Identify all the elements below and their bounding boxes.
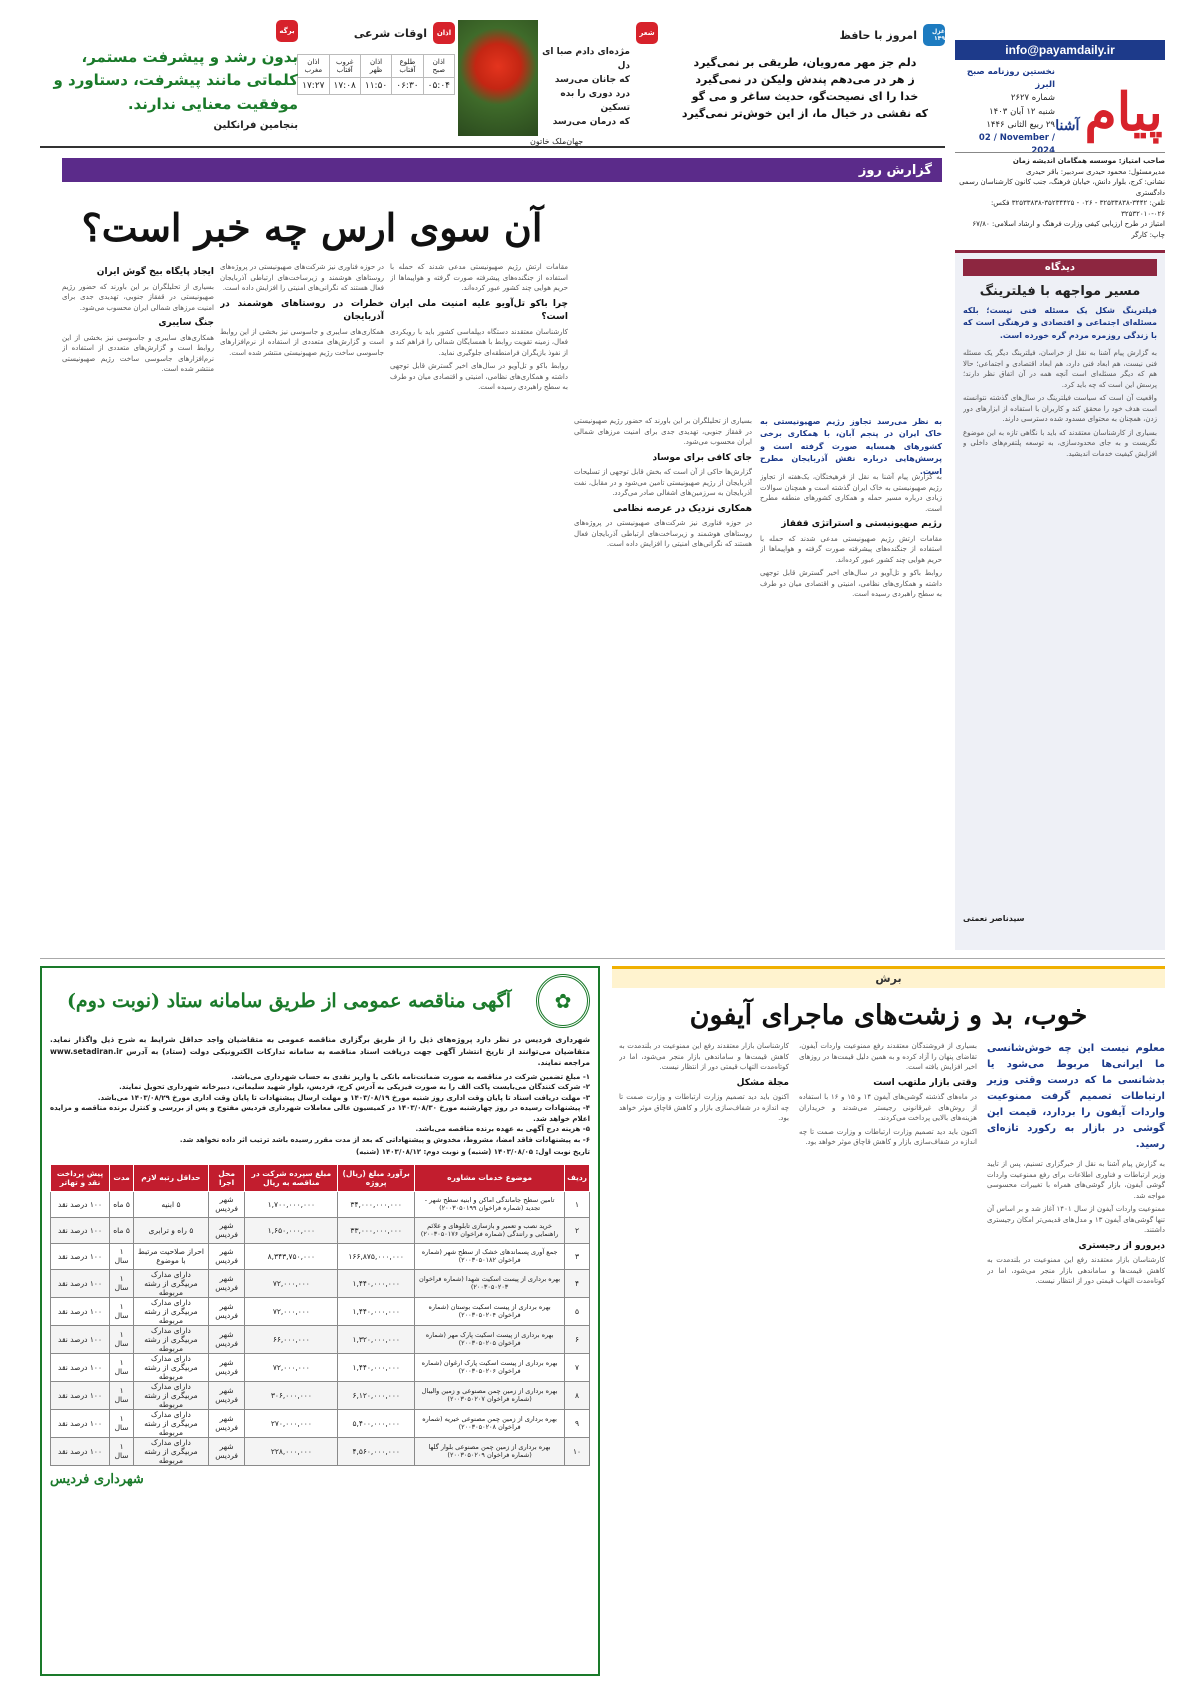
report-lead: به نظر می‌رسد تجاوز رژیم صهیونیستی به خاک ایران در پنجم آبان، با همکاری برخی کشورهای همسایه صورت گرفته است و پرسش‌هایی درباره نقش آذربایجان مطرح است.	[760, 417, 942, 476]
report-paragraph: به گزارش پیام آشنا به نقل از فرهیختگان، یک‌هفته از تجاوز رژیم صهیونیستی به خاک ایران گذشته است و همچنان سوالات زیادی درباره مسیر حمله و همکاری کشورهای منطقه مطرح است.	[760, 473, 942, 513]
tender-cell: ۱۰۰ درصد نقد	[51, 1409, 110, 1437]
tender-row	[51, 1297, 590, 1325]
barsh-paragraph: در ماه‌های گذشته گوشی‌های آیفون ۱۴ و ۱۵ و ۱۶ با استفاده از روش‌های غیرقانونی رجیستر می‌شدند و خریداران هزینه‌های بالایی پرداخت می‌کردند.	[799, 1093, 977, 1122]
report-paragraph: بسیاری از تحلیلگران بر این باورند که حضور رژیم صهیونیستی در قفقاز جنوبی، تهدیدی جدی برای امنیت مرزهای شمالی ایران محسوب می‌شود.	[574, 417, 752, 446]
tender-cell: بهره برداری از پیست اسکیت پارک ارغوان (شماره فراخوان ۲۰۰۳۰۵۰۲۰۶)	[415, 1353, 565, 1381]
tender-cell: ۱	[565, 1191, 590, 1217]
tender-cell: بهره برداری از زمین چمن مصنوعی بلوار گلها (شماره فراخوان ۲۰۰۳۰۵۰۲۰۹)	[415, 1437, 565, 1465]
report-subhead: ایجاد پایگاه بیخ گوش ایران	[96, 267, 214, 277]
tender-cell: ۵	[565, 1297, 590, 1325]
prayer-header: اذان صبح	[423, 55, 454, 78]
tender-cell: ۷	[565, 1353, 590, 1381]
logo	[1055, 82, 1163, 143]
date-persian: شنبه ۱۲ آبان ۱۴۰۳	[989, 106, 1055, 117]
opinion-paragraph: واقعیت آن است که سیاست فیلترینگ در سال‌های گذشته نتوانسته است هدف خود را محقق کند و کاربران با استفاده از ابزارهای دور زدن، همچنان به محتوای مسدود شده دسترسی دارند.	[963, 394, 1157, 424]
flower-poem	[458, 20, 658, 146]
report-subhead: رژیم صهیونیستی و استراتژی قفقاز	[781, 519, 942, 529]
tender-cell: بهره برداری از پیست اسکیت پارک مهر (شماره فراخوان ۲۰۰۳۰۵۰۲۰۵)	[415, 1325, 565, 1353]
tender-cell: ۱ سال	[110, 1297, 134, 1325]
tender-cell: ۳۰۶,۰۰۰,۰۰۰	[245, 1381, 338, 1409]
tender-cell: خرید نصب و تعمیر و بازسازی تابلوهای و علائم راهنمایی و رانندگی (شماره فراخوان ۲۰۰۳۰۵۰۱۷۶)	[415, 1217, 565, 1243]
opinion-title: مسیر مواجهه با فیلترینگ	[979, 284, 1141, 299]
tender-cell: ۱۰۰ درصد نقد	[51, 1243, 110, 1269]
report-paragraph: در حوزه فناوری نیز شرکت‌های صهیونیستی در پروژه‌های روستاهای هوشمند و زیرساخت‌های ارتباطی آذربایجان فعال هستند که نگرانی‌های امنیتی را افزایش داده است.	[574, 519, 752, 548]
barsh-paragraph: کارشناسان بازار معتقدند رفع این ممنوعیت در بلندمدت به کاهش قیمت‌ها و ساماندهی بازار منجر می‌شود، اما در کوتاه‌مدت التهاب قیمتی دور از انتظار نیست.	[619, 1042, 789, 1071]
poem-line: که درمان می‌رسد	[552, 116, 630, 127]
tender-cell: ۵ ماه	[110, 1191, 134, 1217]
tender-cell: ۳	[565, 1243, 590, 1269]
tender-cell: شهر فردیس	[208, 1437, 245, 1465]
tender-cell: ۱۰۰ درصد نقد	[51, 1437, 110, 1465]
publisher-line: امتیاز در طرح ارزیابی کیفی وزارت فرهنگ و ارشاد اسلامی: ۶۷/۸۰	[972, 220, 1165, 228]
prayer-header: اذان ظهر	[360, 55, 391, 78]
tender-row	[51, 1243, 590, 1269]
tender-cell: ۱ سال	[110, 1243, 134, 1269]
tender-cell: ۷۲,۰۰۰,۰۰۰	[245, 1353, 338, 1381]
report-subhead: جای کافی برای موساد	[652, 452, 752, 463]
tender-cell: ۶	[565, 1325, 590, 1353]
tender-cell: ۲۲۸,۰۰۰,۰۰۰	[245, 1437, 338, 1465]
report-paragraph: مقامات ارتش رژیم صهیونیستی مدعی شدند که حمله با استفاده از جنگنده‌های پیشرفته صورت گرفته و هواپیماها از حریم هوایی چند کشور عبور کرده‌اند.	[760, 534, 942, 564]
tender-ad	[40, 966, 600, 1676]
report-column-3	[390, 262, 568, 942]
report-paragraph: روابط باکو و تل‌آویو در سال‌های اخیر گسترش قابل توجهی داشته و همکاری‌های نظامی، امنیتی و اقتصادی میان دو طرف به سطح راهبردی رسیده است.	[760, 569, 942, 598]
barsh-subhead: وقتی بازار ملتهب است	[873, 1077, 977, 1088]
barsh-subhead: مجلة مشکل	[736, 1077, 789, 1088]
tender-col-header: پیش پرداخت نقد و تهاتر	[51, 1164, 110, 1191]
tender-cell: بهره برداری از زمین چمن مصنوعی خیریه (شماره فراخوان ۲۰۰۳۰۵۰۲۰۸)	[415, 1409, 565, 1437]
tender-row	[51, 1409, 590, 1437]
barsh-column-2	[799, 1041, 977, 1666]
report-headline: آن سوی ارس چه خبر است؟	[81, 205, 543, 250]
email-address[interactable]: info@payamdaily.ir	[955, 40, 1165, 60]
tender-cell: ۱۰	[565, 1437, 590, 1465]
barsh-paragraph: به گزارش پیام آشنا به نقل از خبرگزاری تسنیم، پس از تایید وزیر ارتباطات و فناوری اطلاعات برای رفع ممنوعیت واردات گوشی آیفون، بازار گوشی‌های همراه با تغییرات محسوسی مواجه شد.	[987, 1160, 1165, 1200]
municipality-seal: ✿	[536, 974, 590, 1028]
prayer-value: ۱۱:۵۰	[360, 78, 391, 95]
prayer-value: ۱۷:۲۷	[298, 78, 329, 95]
report-subhead: جنگ سایبری	[158, 318, 214, 328]
report-paragraph: در حوزه فناوری نیز شرکت‌های صهیونیستی در پروژه‌های روستاهای هوشمند و زیرساخت‌های ارتباطی آذربایجان فعال هستند که نگرانی‌های امنیتی را افزایش داده است.	[220, 263, 384, 292]
tender-cell: ۱۰۰ درصد نقد	[51, 1217, 110, 1243]
tender-row	[51, 1325, 590, 1353]
barsh-paragraph: بسیاری از فروشندگان معتقدند رفع ممنوعیت واردات آیفون، تقاضای پنهان را آزاد کرده و به همین دلیل قیمت‌ها در روزهای اخیر افزایش یافته است.	[799, 1042, 977, 1071]
report-paragraph: کارشناسان معتقدند دستگاه دیپلماسی کشور باید با رویکردی فعال، زمینه تقویت روابط با همسایگان شمالی را فراهم کند و از نفوذ بازیگران فرامنطقه‌ای جلوگیری نماید.	[390, 327, 568, 357]
prayer-value: ۰۶:۳۰	[392, 78, 423, 95]
issue-info	[957, 66, 1055, 158]
tender-cell: ۳۴,۰۰۰,۰۰۰,۰۰۰	[338, 1191, 415, 1217]
tender-dates: تاریخ نوبت اول: ۱۴۰۳/۰۸/۰۵ (شنبه) و نوبت دوم: ۱۴۰۳/۰۸/۱۲ (شنبه)	[356, 1148, 590, 1157]
tender-cell: شهر فردیس	[208, 1191, 245, 1217]
barsh-column-3	[619, 1041, 789, 1666]
tender-cell: ۱۰۰ درصد نقد	[51, 1269, 110, 1297]
poem-author: جهان‌ملک خاتون	[530, 136, 584, 146]
tender-cell: ۹	[565, 1409, 590, 1437]
tender-conditions	[50, 1072, 590, 1158]
tender-cell: دارای مدارک مربیگری از رشته مربوطه	[134, 1269, 209, 1297]
tender-row	[51, 1437, 590, 1465]
publisher-line: صاحب امتیاز: موسسه همگامان اندیشه زمان	[1012, 157, 1165, 165]
tender-cell: ۸	[565, 1381, 590, 1409]
tender-cell: ۱ سال	[110, 1325, 134, 1353]
publisher-line: نشانی: کرج، بلوار دانش، خیابان فرهنگ، جنب کانون کارشناسان رسمی دادگستری	[959, 178, 1165, 197]
tender-cell: ۱,۳۲۰,۰۰۰,۰۰۰	[338, 1325, 415, 1353]
issue-number: شماره ۲۶۲۷	[1010, 93, 1055, 104]
logo-main: پیام	[1084, 81, 1163, 143]
tender-cell: احراز صلاحیت مرتبط با موضوع	[134, 1243, 209, 1269]
hafez-badge: غزل ۱۴۹	[923, 24, 945, 46]
poem-line: خدا را ای نصیحت‌گو، حدیث ساغر و می گو	[691, 90, 919, 104]
tender-cell: شهر فردیس	[208, 1243, 245, 1269]
barsh-section	[612, 966, 1165, 1676]
tender-table	[50, 1164, 590, 1466]
report-column-5	[62, 262, 214, 942]
tender-row	[51, 1269, 590, 1297]
quote-text: بدون رشد و پیشرفت مستمر، کلماتی مانند پیشرفت، دستاورد و موفقیت معنایی ندارند.	[53, 48, 298, 113]
hafez-poem	[665, 24, 945, 139]
report-paragraph: همکاری‌های سایبری و جاسوسی نیز بخشی از این روابط است و گزارش‌های متعددی از استفاده از نرم‌افزارهای جاسوسی ساخت رژیم صهیونیستی منتشر شده است.	[220, 327, 384, 357]
publisher-line: تلفن: ۳۴۴۲-۳۲۵۳۳۸۳۸ - ۰۲۶ - ۳۵۲۳۴۴۲۵-۳۲۵۳۳۸۳۸ فکس: ۰۲۶-۳۲۵۳۲۰۱۰	[990, 199, 1165, 218]
tender-col-header: ردیف	[565, 1164, 590, 1191]
opinion-column	[955, 250, 1165, 950]
hafez-title: امروز با حافظ	[839, 28, 917, 42]
tender-cell: ۱۰۰ درصد نقد	[51, 1297, 110, 1325]
tender-cell: ۱,۷۰۰,۰۰۰,۰۰۰	[245, 1191, 338, 1217]
tender-cell: ۷۲,۰۰۰,۰۰۰	[245, 1269, 338, 1297]
tender-condition: ۴- پیشنهادات رسیده در روز چهارشنبه مورخ ۱۴۰۳/۰۸/۳۰ در کمیسیون عالی معاملات شهرداری فردیس مفتوح و پس از بررسی و کنترل برنده مناقصه و مزایده اعلام خواهد شد.	[50, 1104, 590, 1123]
tender-col-header: مبلغ سپرده شرکت در مناقصه به ریال	[245, 1164, 338, 1191]
tender-title: آگهی مناقصه عمومی از طریق سامانه ستاد (نوبت دوم)	[66, 990, 512, 1012]
report-paragraph: مقامات ارتش رژیم صهیونیستی مدعی شدند که حمله با استفاده از جنگنده‌های پیشرفته صورت گرفته و هواپیماها از حریم هوایی چند کشور عبور کرده‌اند.	[390, 263, 568, 292]
report-column-4	[220, 262, 384, 942]
tender-cell: ۱۰۰ درصد نقد	[51, 1325, 110, 1353]
opinion-author: سیدناصر نعمتی	[963, 914, 1025, 924]
tender-cell: ۴	[565, 1269, 590, 1297]
tender-cell: ۵ راه و ترابری	[134, 1217, 209, 1243]
flower-image	[458, 20, 538, 136]
tender-col-header: محل اجرا	[208, 1164, 245, 1191]
tender-cell: ۲۷۰,۰۰۰,۰۰۰	[245, 1409, 338, 1437]
tender-cell: دارای مدارک مربیگری از رشته مربوطه	[134, 1437, 209, 1465]
tender-row	[51, 1217, 590, 1243]
opinion-lead: فیلترینگ شکل یک مسئله فنی نیست؛ بلکه مسئله‌ای اجتماعی و اقتصادی و فرهنگی است که با زندگی روزمره مردم گره خورده است.	[963, 306, 1157, 340]
tender-cell: دارای مدارک مربیگری از رشته مربوطه	[134, 1353, 209, 1381]
barsh-paragraph: ممنوعیت واردات آیفون از سال ۱۴۰۱ آغاز شد و بر اساس آن تنها گوشی‌های آیفون ۱۳ و مدل‌های قدیمی‌تر امکان رجیستری داشتند.	[987, 1205, 1165, 1234]
quote-author: بنجامین فرانکلین	[213, 119, 298, 131]
logo-sub: آشنا	[1055, 117, 1080, 134]
tender-cell: ۱ سال	[110, 1269, 134, 1297]
prayer-header: غروب آفتاب	[329, 55, 360, 78]
report-section-bar	[62, 158, 942, 182]
publisher-info	[955, 152, 1165, 240]
quote-box	[40, 20, 298, 138]
tender-col-header: حداقل رتبه لازم	[134, 1164, 209, 1191]
tender-cell: تامین سطح جاماندگی اماکن و ابنیه سطح شهر - تجدید (شماره فراخوان ۲۰۰۳۰۵۰۱۹۹)	[415, 1191, 565, 1217]
tender-cell: ۵ ابنیه	[134, 1191, 209, 1217]
tender-cell: بهره برداری از پیست اسکیت بوستان (شماره فراخوان ۲۰۰۳۰۵۰۲۰۴)	[415, 1297, 565, 1325]
opinion-paragraph: به گزارش پیام آشنا به نقل از خراسان، فیلترینگ دیگر یک مسئله فنی نیست، هم ابعاد فنی دارد، هم ابعاد اقتصادی و اجتماعی؛ حالا هم که دیگر مسئله‌ای است آنچه همه در آن اتفاق نظر دارند؛ پرسش این است که چه باید کرد.	[963, 349, 1157, 389]
tender-cell: ۶,۱۲۰,۰۰۰,۰۰۰	[338, 1381, 415, 1409]
tender-condition: ۲- شرکت کنندگان می‌بایست پاکت الف را به صورت فیزیکی به آدرس کرج، فردیس، بلوار شهید سلیمانی، دبیرخانه شهرداری تحویل نمایند.	[119, 1083, 590, 1092]
tender-cell: دارای مدارک مربیگری از رشته مربوطه	[134, 1381, 209, 1409]
prayer-header: اذان مغرب	[298, 55, 329, 78]
flower-poem-text	[530, 46, 630, 148]
barsh-paragraph: کارشناسان بازار معتقدند رفع این ممنوعیت در بلندمدت به کاهش قیمت‌ها و ساماندهی بازار منجر می‌شود، اما در کوتاه‌مدت التهاب قیمتی دور از انتظار نیست.	[987, 1256, 1165, 1285]
tender-cell: دارای مدارک مربیگری از رشته مربوطه	[134, 1409, 209, 1437]
date-hijri: ۲۹ ربیع الثانی ۱۴۴۶	[986, 119, 1055, 130]
mid-divider	[40, 958, 1165, 959]
report-paragraph: روابط باکو و تل‌آویو در سال‌های اخیر گسترش قابل توجهی داشته و همکاری‌های نظامی، امنیتی و اقتصادی میان دو طرف به سطح راهبردی رسیده است.	[390, 362, 568, 391]
prayer-header: طلوع آفتاب	[392, 55, 423, 78]
opinion-header: دیدگاه	[963, 259, 1157, 276]
tender-intro: شهرداری فردیس در نظر دارد پروژه‌های ذیل را از طریق برگزاری مناقصه عمومی به متقاضیان واجد حداقل شرایط به شرح ذیل واگذار نماید. متقاضیان می‌توانند از تاریخ انتشار آگهی جهت دریافت اسناد مناقصه به سامانه تدارکات الکترونیکی دولت (ستاد) به آدرس www.setadiran.ir مراجعه نمایند.	[50, 1035, 590, 1068]
tender-col-header: مدت	[110, 1164, 134, 1191]
opinion-body	[963, 348, 1157, 908]
tender-col-header: موضوع خدمات مشاوره	[415, 1164, 565, 1191]
tender-cell: دارای مدارک مربیگری از رشته مربوطه	[134, 1297, 209, 1325]
prayer-value: ۱۷:۰۸	[329, 78, 360, 95]
flower-badge: شعر	[636, 22, 658, 44]
tender-col-header: برآورد مبلغ (ریال) پروژه	[338, 1164, 415, 1191]
tender-condition: ۵- هزینه درج آگهی به عهده برنده مناقصه می‌باشد.	[415, 1125, 590, 1134]
tender-row	[51, 1381, 590, 1409]
tender-cell: ۴,۵۶۰,۰۰۰,۰۰۰	[338, 1437, 415, 1465]
report-paragraph: همکاری‌های سایبری و جاسوسی نیز بخشی از این روابط است و گزارش‌های متعددی از استفاده از نرم‌افزارهای جاسوسی ساخت رژیم صهیونیستی منتشر شده است.	[62, 333, 214, 373]
tender-signature: شهرداری فردیس	[50, 1471, 144, 1487]
prayer-times	[302, 22, 455, 132]
tender-cell: ۱ سال	[110, 1381, 134, 1409]
tender-cell: ۱ سال	[110, 1409, 134, 1437]
report-section-title: گزارش روز	[858, 162, 932, 178]
tender-cell: ۱,۶۵۰,۰۰۰,۰۰۰	[245, 1217, 338, 1243]
tender-cell: ۵,۴۰۰,۰۰۰,۰۰۰	[338, 1409, 415, 1437]
tender-cell: شهر فردیس	[208, 1325, 245, 1353]
tender-cell: ۱۰۰ درصد نقد	[51, 1353, 110, 1381]
date-english: 02 / November / 2024	[978, 132, 1055, 157]
tender-cell: ۱ سال	[110, 1353, 134, 1381]
tender-cell: ۳۳,۰۰۰,۰۰۰,۰۰۰	[338, 1217, 415, 1243]
quote-badge: برگه	[276, 20, 298, 42]
tender-cell: جمع آوری پسماندهای خشک از سطح شهر (شماره فراخوان ۲۰۰۳۰۵۰۱۸۲)	[415, 1243, 565, 1269]
tender-row	[51, 1191, 590, 1217]
tender-cell: ۱,۴۴۰,۰۰۰,۰۰۰	[338, 1297, 415, 1325]
tender-cell: ۷۲,۰۰۰,۰۰۰	[245, 1297, 338, 1325]
report-column-2	[574, 416, 752, 942]
report-paragraph: گزارش‌ها حاکی از آن است که بخش قابل توجهی از تسلیحات آذربایجان از رژیم صهیونیستی تامین می‌شود و در مقابل، نفت آذربایجان به سرزمین‌های اشغالی صادر می‌گردد.	[574, 468, 752, 497]
tender-cell: شهر فردیس	[208, 1409, 245, 1437]
tender-cell: ۲	[565, 1217, 590, 1243]
barsh-headline: خوب، بد و زشت‌های ماجرای آیفون	[689, 1000, 1088, 1031]
report-subhead: خطرات در روستاهای هوشمند در آذربایجان	[220, 298, 384, 322]
tender-cell: شهر فردیس	[208, 1381, 245, 1409]
tender-cell: ۱۰۰ درصد نقد	[51, 1381, 110, 1409]
prayer-badge: اذان	[433, 22, 455, 44]
opinion-paragraph: بسیاری از کارشناسان معتقدند که باید با نگاهی تازه به این موضوع نگریست و به جای محدودسازی، به توسعه پلتفرم‌های داخلی و افزایش کیفیت خدمات اندیشید.	[963, 428, 1157, 458]
tender-cell: شهر فردیس	[208, 1297, 245, 1325]
tender-condition: ۳- مهلت دریافت اسناد تا پایان وقت اداری روز شنبه مورخ ۱۴۰۳/۰۸/۱۹ و مهلت ارسال پیشنهادات تا پایان وقت اداری مورخ ۱۴۰۳/۰۸/۲۹ می‌باشد.	[97, 1093, 590, 1102]
paper-type: نخستین روزنامه صبح البرز	[966, 67, 1055, 91]
tender-cell: ۵ ماه	[110, 1217, 134, 1243]
tender-cell: ۸,۳۴۳,۷۵۰,۰۰۰	[245, 1243, 338, 1269]
poem-line: ز هر در می‌دهم پندش ولیکن در نمی‌گیرد	[695, 73, 915, 87]
report-paragraph: بسیاری از تحلیلگران بر این باورند که حضور رژیم صهیونیستی در قفقاز جنوبی، تهدیدی جدی برای امنیت مرزهای شمالی ایران محسوب می‌شود.	[62, 282, 214, 312]
tender-condition: ۱- مبلغ تضمین شرکت در مناقصه به صورت ضمانت‌نامه بانکی یا واریز نقدی به حساب شهرداری می‌باشد.	[231, 1072, 590, 1081]
barsh-paragraph: اکنون باید دید تصمیم وزارت ارتباطات و وزارت صمت تا چه اندازه در شفاف‌سازی بازار و کاهش قاچاق موثر خواهد بود.	[799, 1127, 977, 1146]
tender-cell: ۶۶,۰۰۰,۰۰۰	[245, 1325, 338, 1353]
tender-cell: ۱ سال	[110, 1437, 134, 1465]
poem-line: دلم جز مهر مه‌رویان، طریقی بر نمی‌گیرد	[693, 56, 917, 69]
tender-cell: شهر فردیس	[208, 1353, 245, 1381]
barsh-tab: برش	[612, 966, 1165, 988]
publisher-line: چاپ: کارگر	[1131, 230, 1165, 239]
tender-row	[51, 1353, 590, 1381]
tender-cell: شهر فردیس	[208, 1217, 245, 1243]
header-divider	[40, 146, 945, 148]
report-subhead: همکاری نزدیک در عرصه نظامی	[613, 503, 752, 514]
poem-line: که جانان می‌رسد	[554, 74, 630, 85]
tender-cell: ۱,۴۴۰,۰۰۰,۰۰۰	[338, 1269, 415, 1297]
tender-cell: ۱۰۰ درصد نقد	[51, 1191, 110, 1217]
prayer-title: اوقات شرعی	[353, 26, 427, 40]
tender-condition: ۶- به پیشنهادات فاقد امضا، مشروط، مخدوش و پیشنهاداتی که بعد از مدت مقرر رسیده باشد ترتیب اثر داده نخواهد شد.	[179, 1135, 590, 1144]
prayer-table	[297, 54, 455, 95]
tender-cell: شهر فردیس	[208, 1269, 245, 1297]
report-subhead: چرا باکو تل‌آویو علیه امنیت ملی ایران است؟	[390, 298, 568, 322]
barsh-paragraph: اکنون باید دید تصمیم وزارت ارتباطات و وزارت صمت تا چه اندازه در شفاف‌سازی بازار و کاهش قاچاق موثر خواهد بود.	[619, 1093, 789, 1122]
report-column-1	[760, 472, 942, 942]
prayer-value: ۰۵:۰۴	[423, 78, 454, 95]
publisher-line: مدیرمسئول: محمود حیدری سردبیر: باقر حیدری	[1026, 167, 1165, 176]
tender-cell: بهره برداری از زمین چمن مصنوعی و زمین والیبال (شماره فراخوان ۲۰۰۳۰۵۰۲۰۷)	[415, 1381, 565, 1409]
poem-line: مژده‌ای دادم صبا ای دل	[542, 47, 630, 71]
barsh-column-1	[987, 1159, 1165, 1689]
barsh-lead: معلوم نیست این چه خوش‌شانسی ما ایرانی‌ها مربوط می‌شود یا بدشانسی ما که درست وقتی وزیر ارتباطات تصمیم گرفت ممنوعیت واردات آیفون را بردارد، قیمت این گوشی در بازار به رکورد تازه‌ای رسید.	[987, 1043, 1165, 1150]
tender-cell: ۱۶۶,۸۷۵,۰۰۰,۰۰۰	[338, 1243, 415, 1269]
poem-line: درد دوری را بده تسکین	[560, 88, 630, 113]
barsh-subhead: دیرورو از رجیستری	[1078, 1240, 1165, 1251]
tender-cell: دارای مدارک مربیگری از رشته مربوطه	[134, 1325, 209, 1353]
tender-cell: بهره برداری از پیست اسکیت شهدا (شماره فراخوان ۲۰۰۳۰۵۰۲۰۳)	[415, 1269, 565, 1297]
tender-cell: ۱,۴۴۰,۰۰۰,۰۰۰	[338, 1353, 415, 1381]
poem-line: که نقشی در خیال ما، از این خوش‌تر نمی‌گیرد	[681, 107, 929, 121]
